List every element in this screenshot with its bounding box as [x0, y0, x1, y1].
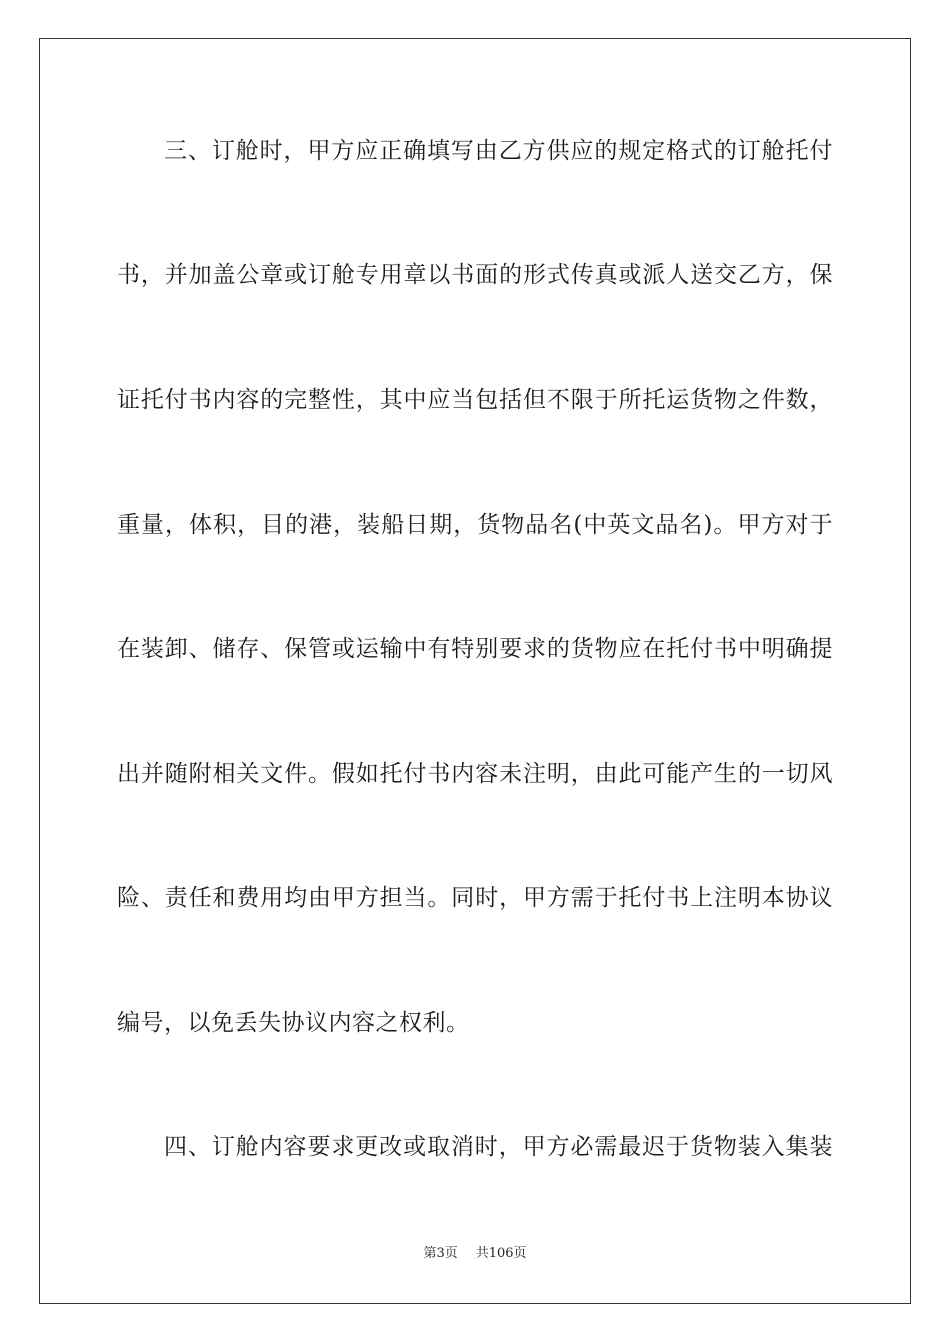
page-total: 共106页 — [475, 1246, 527, 1261]
paragraph-line: 三、订舱时，甲方应正确填写由乙方供应的规定格式的订舱托付 — [164, 138, 833, 164]
paragraph-line: 编号，以免丢失协议内容之权利。 — [117, 1010, 470, 1036]
paragraph-line: 出并随附相关文件。假如托付书内容未注明，由此可能产生的一切风 — [117, 761, 833, 787]
paragraph-line: 重量，体积，目的港，装船日期，货物品名(中英文品名)。甲方对于 — [117, 512, 833, 538]
paragraph-line: 四、订舱内容要求更改或取消时，甲方必需最迟于货物装入集装 — [164, 1134, 833, 1160]
paragraph-line: 书，并加盖公章或订舱专用章以书面的形式传真或派人送交乙方，保 — [117, 262, 833, 288]
page-footer — [0, 1245, 950, 1263]
paragraph-line: 在装卸、储存、保管或运输中有特别要求的货物应在托付书中明确提 — [117, 636, 833, 662]
paragraph-line: 险、责任和费用均由甲方担当。同时，甲方需于托付书上注明本协议 — [117, 885, 833, 911]
page-number: 第3页 — [423, 1246, 458, 1261]
paragraph-line: 证托付书内容的完整性，其中应当包括但不限于所托运货物之件数， — [117, 387, 833, 413]
page-border — [39, 38, 911, 1304]
